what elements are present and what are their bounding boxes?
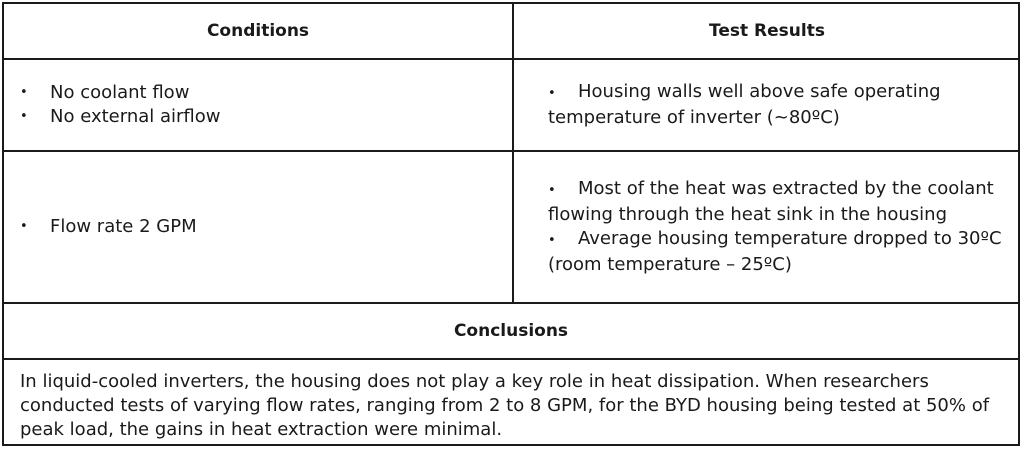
bullet-icon: • <box>548 233 556 248</box>
condition-text: Flow rate 2 GPM <box>50 216 197 237</box>
row1-results-cell <box>548 60 1008 150</box>
list-item <box>20 215 500 239</box>
bullet-icon: • <box>20 85 28 100</box>
divider-conclusions <box>4 358 1018 360</box>
conditions-header: Conditions <box>206 21 310 41</box>
column-divider <box>512 4 514 302</box>
conclusion-paragraph: In liquid-cooled inverters, the housing does not play a key role in heat dissipation. When researchers conducted tests of varying flow rates, ranging from 2 to 8 GPM, for the BYD housing being tested at 50% of peak load, the gains in heat extraction were minimal. <box>20 371 990 440</box>
row2-results-cell <box>548 152 1008 302</box>
bullet-icon: • <box>20 219 28 234</box>
list-item <box>548 227 1008 277</box>
bullet-icon: • <box>548 183 556 198</box>
bullet-icon: • <box>20 109 28 124</box>
row1-conditions-cell <box>20 60 500 150</box>
results-table <box>2 2 1020 446</box>
condition-text: No external airflow <box>50 106 221 127</box>
list-item <box>548 80 1008 130</box>
result-text: Most of the heat was extracted by the coolant flowing through the heat sink in the housing <box>548 178 994 225</box>
bullet-icon: • <box>548 86 556 101</box>
list-item <box>20 81 500 105</box>
list-item <box>548 177 1008 227</box>
list-item <box>20 105 500 129</box>
result-text: Housing walls well above safe operating temperature of inverter (~80ºC) <box>548 81 941 128</box>
condition-text: No coolant flow <box>50 82 190 103</box>
conclusions-header: Conclusions <box>453 321 569 341</box>
row2-conditions-cell <box>20 152 500 302</box>
test-results-header: Test Results <box>709 21 825 41</box>
result-text: Average housing temperature dropped to 30ºC (room temperature – 25ºC) <box>548 228 1002 275</box>
